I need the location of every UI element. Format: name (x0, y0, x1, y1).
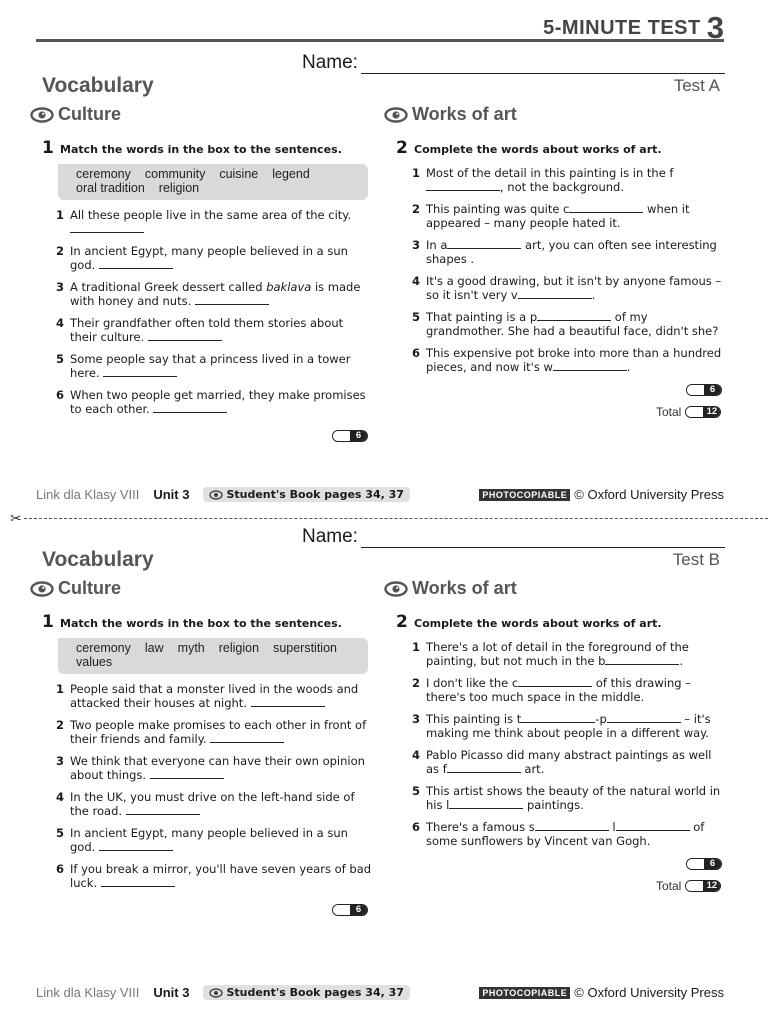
eye-icon (209, 490, 223, 500)
exercise-item (396, 346, 728, 374)
item-text (70, 826, 372, 854)
word-box-item: religion (218, 641, 260, 655)
answer-blank[interactable] (148, 330, 222, 341)
students-book-ref (203, 985, 409, 1000)
footer-brand: Link dla Klasy VIII (36, 985, 140, 1000)
exercise-item (396, 310, 728, 338)
item-number: 6 (412, 346, 421, 360)
answer-blank[interactable] (195, 294, 269, 305)
item-text (70, 352, 372, 380)
item-text (426, 712, 728, 740)
scissors-icon: ✂ (10, 509, 22, 526)
test-version-label: Test A (673, 76, 720, 95)
exercise-item (42, 316, 372, 344)
score-value: 6 (704, 859, 721, 869)
exercise-item (396, 238, 728, 266)
answer-blank[interactable] (569, 202, 643, 213)
exercise-item (396, 676, 728, 704)
eye-icon (384, 107, 408, 123)
test-number: 3 (706, 10, 724, 45)
exercise-item (42, 352, 372, 380)
item-text-before: All these people live in the same area of the city. (70, 208, 352, 222)
item-number: 6 (56, 388, 65, 402)
works-of-art-heading-text: Works of art (412, 578, 517, 598)
item-number: 6 (412, 820, 421, 834)
item-text-before: In ancient Egypt, many people believed in a sun god. (70, 826, 348, 854)
item-text-before: Pablo Picasso did many abstract paintings as well as f (426, 748, 712, 776)
exercise-instruction: Complete the words about works of art. (414, 617, 662, 630)
total-value: 12 (703, 407, 720, 417)
item-text (70, 682, 372, 710)
answer-blank[interactable] (616, 820, 690, 831)
total-score (656, 405, 721, 419)
item-text (70, 208, 372, 236)
item-text-before: This artist shows the beauty of the natural world in his l (426, 784, 721, 812)
item-text (426, 676, 728, 704)
answer-blank[interactable] (101, 876, 175, 887)
word-box-item: ceremony (76, 167, 131, 181)
item-number: 5 (412, 784, 421, 798)
test-a-section (0, 44, 768, 524)
item-number: 1 (56, 682, 65, 696)
answer-blank[interactable] (447, 762, 521, 773)
item-text-before: In a (426, 238, 448, 252)
score-value: 6 (350, 905, 367, 915)
item-text-after: art. (520, 762, 545, 776)
publisher: © Oxford University Press (574, 487, 724, 502)
answer-blank[interactable] (447, 238, 521, 249)
answer-blank[interactable] (449, 798, 523, 809)
item-text (426, 310, 728, 338)
photocopiable-badge: PHOTOCOPIABLE (479, 987, 570, 999)
item-text (426, 748, 728, 776)
exercise-item (42, 244, 372, 272)
item-text-before: It's a good drawing, but it isn't by anyone famous – so it isn't very v (426, 274, 722, 302)
item-text-before: This painting was quite c (426, 202, 570, 216)
culture-heading (30, 104, 121, 125)
item-number: 2 (412, 202, 421, 216)
answer-blank[interactable] (153, 402, 227, 413)
item-text (70, 280, 372, 308)
answer-blank[interactable] (99, 840, 173, 851)
exercise-instruction: Match the words in the box to the sentences. (60, 617, 342, 630)
exercise-instruction: Match the words in the box to the sentences. (60, 143, 342, 156)
answer-blank[interactable] (605, 654, 679, 665)
item-text-before: Their grandfather often told them stories about their culture. (70, 316, 344, 344)
exercise-item (396, 820, 728, 848)
test-title (543, 10, 724, 46)
name-field (302, 52, 725, 74)
exercise-item (42, 208, 372, 236)
total-score (656, 879, 721, 893)
exercise-item (42, 718, 372, 746)
score-exercise-2 (686, 384, 722, 396)
footer-a (36, 487, 724, 502)
word-box-item: cuisine (219, 167, 259, 181)
item-text-before: Two people make promises to each other in front of their friends and family. (70, 718, 367, 746)
item-text (426, 202, 728, 230)
item-text-before: People said that a monster lived in the woods and attacked their houses at night. (70, 682, 359, 710)
item-number: 2 (56, 244, 65, 258)
section-title: Vocabulary (42, 74, 154, 97)
page-header (36, 8, 724, 45)
footer-b (36, 985, 724, 1000)
item-text-before: In ancient Egypt, many people believed in a sun god. (70, 244, 348, 272)
exercise-1 (42, 612, 372, 898)
eye-icon (384, 581, 408, 597)
answer-blank[interactable] (150, 768, 224, 779)
test-title-text: 5-MINUTE TEST (543, 17, 701, 39)
total-label: Total (656, 405, 682, 419)
answer-blank[interactable] (70, 222, 144, 233)
photocopiable-badge: PHOTOCOPIABLE (479, 489, 570, 501)
word-box-item: values (76, 655, 113, 669)
exercise-item (396, 202, 728, 230)
score-value: 6 (350, 431, 367, 441)
works-of-art-heading (384, 578, 517, 599)
item-number: 5 (412, 310, 421, 324)
item-text (70, 244, 372, 272)
exercise-1-items (42, 208, 372, 416)
footer-unit: Unit 3 (153, 487, 190, 502)
item-number: 5 (56, 826, 65, 840)
eye-icon (209, 988, 223, 998)
exercise-item (396, 784, 728, 812)
item-number: 1 (412, 166, 421, 180)
item-text (426, 238, 728, 266)
item-text-before: That painting is a p (426, 310, 538, 324)
name-input-line[interactable] (361, 56, 725, 74)
answer-blank[interactable] (126, 804, 200, 815)
word-box-item: superstition (273, 641, 337, 655)
publisher: © Oxford University Press (574, 985, 724, 1000)
footer-brand: Link dla Klasy VIII (36, 487, 140, 502)
item-text-before: There's a famous s (426, 820, 535, 834)
exercise-item (42, 862, 372, 890)
answer-blank[interactable] (210, 732, 284, 743)
item-number: 4 (56, 790, 65, 804)
answer-blank[interactable] (537, 310, 611, 321)
item-text-before: We think that everyone can have their own opinion about things. (70, 754, 365, 782)
item-text-before: This painting is t (426, 712, 522, 726)
score-exercise-1 (332, 904, 368, 916)
item-number: 2 (56, 718, 65, 732)
answer-blank[interactable] (521, 712, 595, 723)
item-text-after: of my grandmother. She had a beautiful face, didn't she? (426, 310, 719, 338)
exercise-item (42, 682, 372, 710)
exercise-number: 1 (42, 138, 54, 158)
word-box-item: oral tradition (76, 181, 145, 195)
item-text-after: . (591, 288, 596, 302)
students-book-ref (203, 487, 409, 502)
score-exercise-2 (686, 858, 722, 870)
item-text-before: When two people get married, they make promises to each other. (70, 388, 366, 416)
name-label: Name: (302, 526, 358, 547)
exercise-item (42, 754, 372, 782)
name-field (302, 526, 725, 548)
exercise-item (396, 748, 728, 776)
item-number: 4 (56, 316, 65, 330)
section-title: Vocabulary (42, 548, 154, 571)
item-number: 1 (56, 208, 65, 222)
culture-heading-text: Culture (58, 104, 121, 124)
word-box-item: law (144, 641, 164, 655)
footer-unit: Unit 3 (153, 985, 190, 1000)
exercise-item (42, 280, 372, 308)
item-text-before: A traditional Greek dessert called baklava is made with honey and nuts. (70, 280, 361, 308)
item-text-after: of this drawing – there's too much space in the middle. (426, 676, 691, 704)
item-text (70, 718, 372, 746)
students-book-text: Student's Book pages 34, 37 (226, 986, 404, 999)
answer-blank[interactable] (607, 712, 681, 723)
score-exercise-1 (332, 430, 368, 442)
answer-blank[interactable] (518, 676, 592, 687)
exercise-number: 2 (396, 138, 408, 158)
item-text (426, 784, 728, 812)
item-text-before: Some people say that a princess lived in a tower here. (70, 352, 351, 380)
answer-blank[interactable] (251, 696, 325, 707)
word-box-item: community (144, 167, 206, 181)
culture-heading (30, 578, 121, 599)
answer-blank[interactable] (426, 180, 500, 191)
item-text-before: There's a lot of detail in the foreground of the painting, but not much in the b (426, 640, 689, 668)
exercise-item (42, 826, 372, 854)
item-number: 4 (412, 274, 421, 288)
exercise-item (396, 274, 728, 302)
item-number: 5 (56, 352, 65, 366)
item-text (70, 862, 372, 890)
test-version-label: Test B (672, 550, 720, 569)
exercise-1-items (42, 682, 372, 890)
name-label: Name: (302, 52, 358, 73)
exercise-2-items (396, 166, 728, 374)
item-text-after: of some sunflowers by Vincent van Gogh. (426, 820, 705, 848)
item-text-after: – it's making me think about people in a different way. (426, 712, 711, 740)
exercise-instruction: Complete the words about works of art. (414, 143, 662, 156)
test-b-section (0, 518, 768, 998)
item-text-mid: l (608, 820, 616, 834)
exercise-1 (42, 138, 372, 424)
item-number: 3 (56, 754, 65, 768)
item-number: 6 (56, 862, 65, 876)
item-text-before: If you break a mirror, you'll have seven years of bad luck. (70, 862, 372, 890)
item-text (426, 274, 728, 302)
item-text-after: art, you can often see interesting shapes . (426, 238, 717, 266)
word-box-item: legend (272, 167, 310, 181)
eye-icon (30, 107, 54, 123)
item-text (426, 640, 728, 668)
item-text-after: paintings. (523, 798, 584, 812)
total-value: 12 (703, 881, 720, 891)
word-box (58, 638, 368, 674)
total-label: Total (656, 879, 682, 893)
item-text-before: Most of the detail in this painting is in the f (426, 166, 674, 180)
exercise-item (42, 388, 372, 416)
item-text-after: . (626, 360, 631, 374)
answer-blank[interactable] (518, 288, 592, 299)
exercise-number: 2 (396, 612, 408, 632)
item-number: 4 (412, 748, 421, 762)
exercise-2 (396, 138, 728, 382)
item-number: 2 (412, 676, 421, 690)
answer-blank[interactable] (553, 360, 627, 371)
word-box-item: myth (177, 641, 205, 655)
item-text (70, 316, 372, 344)
exercise-item (42, 790, 372, 818)
item-number: 1 (412, 640, 421, 654)
item-text-before: I don't like the c (426, 676, 519, 690)
item-text (426, 166, 728, 194)
item-number: 3 (412, 712, 421, 726)
works-of-art-heading-text: Works of art (412, 104, 517, 124)
item-text (70, 790, 372, 818)
item-text-after: when it appeared – many people hated it. (426, 202, 690, 230)
word-box-item: religion (158, 181, 200, 195)
answer-blank[interactable] (535, 820, 609, 831)
exercise-number: 1 (42, 612, 54, 632)
item-text-after: . (679, 654, 684, 668)
eye-icon (30, 581, 54, 597)
item-text-mid: -p (595, 712, 607, 726)
item-text-before: In the UK, you must drive on the left-hand side of the road. (70, 790, 355, 818)
exercise-2-items (396, 640, 728, 848)
exercise-item (396, 640, 728, 668)
name-input-line[interactable] (361, 530, 725, 548)
word-box-item: ceremony (76, 641, 131, 655)
answer-blank[interactable] (99, 258, 173, 269)
item-text (426, 346, 728, 374)
exercise-item (396, 166, 728, 194)
item-text (70, 388, 372, 416)
works-of-art-heading (384, 104, 517, 125)
item-text (426, 820, 728, 848)
item-number: 3 (56, 280, 65, 294)
item-text-after: , not the background. (500, 180, 625, 194)
word-box (58, 164, 368, 200)
answer-blank[interactable] (103, 366, 177, 377)
exercise-item (396, 712, 728, 740)
score-value: 6 (704, 385, 721, 395)
item-text (70, 754, 372, 782)
students-book-text: Student's Book pages 34, 37 (226, 488, 404, 501)
item-text-before: This expensive pot broke into more than a hundred pieces, and now it's w (426, 346, 722, 374)
item-number: 3 (412, 238, 421, 252)
culture-heading-text: Culture (58, 578, 121, 598)
exercise-2 (396, 612, 728, 856)
